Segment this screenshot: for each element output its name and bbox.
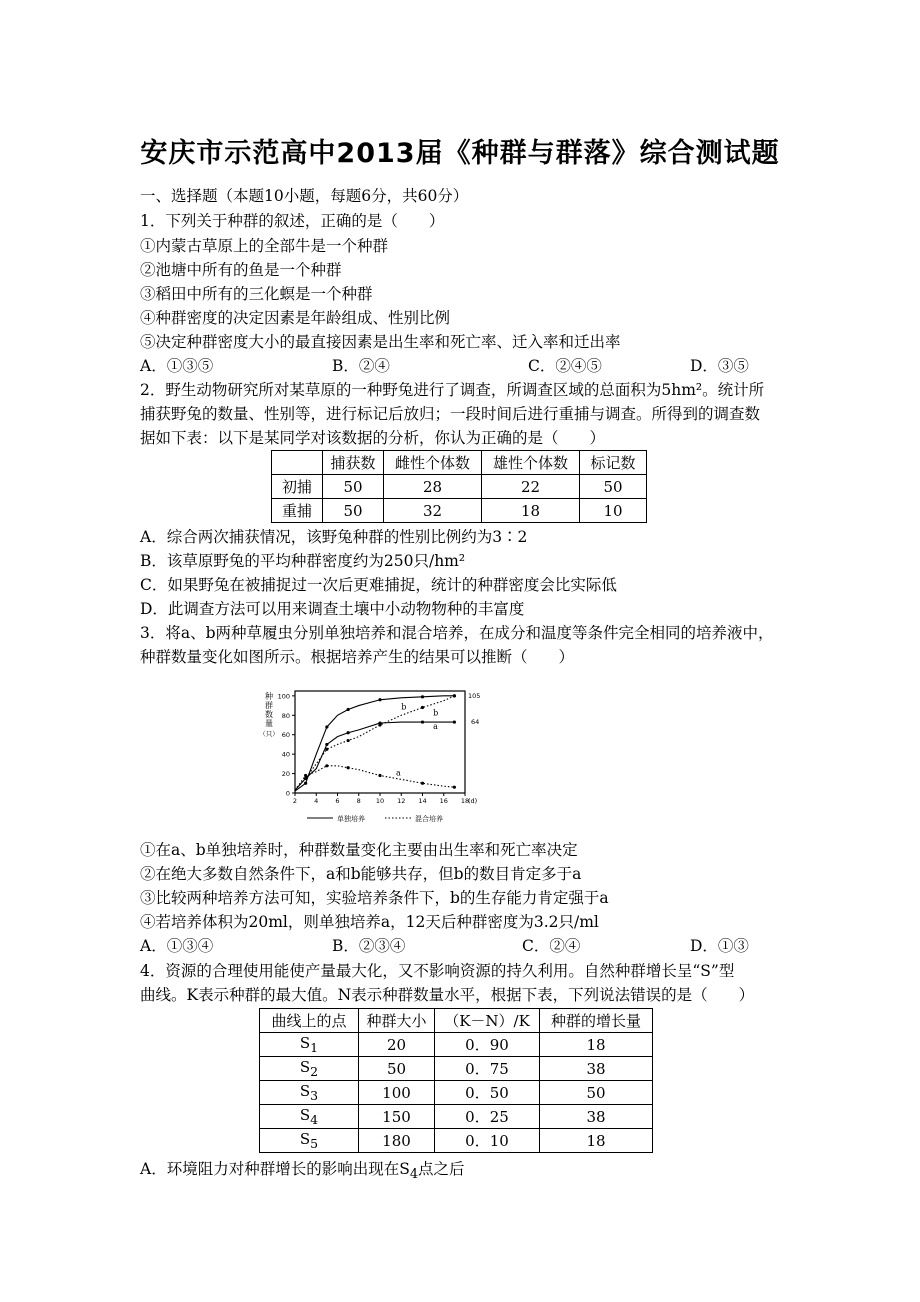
data-point xyxy=(325,748,328,751)
x-tick-label: 2 xyxy=(292,797,298,805)
table-row xyxy=(260,1033,653,1057)
x-tick-label: 12 xyxy=(397,797,406,805)
y-axis-label: 数 xyxy=(265,710,273,719)
table-cell: 10 xyxy=(580,499,647,523)
point-label: S xyxy=(299,1058,311,1076)
data-point xyxy=(325,764,328,767)
q1-item: ⑤决定种群密度大小的最直接因素是出生率和死亡率、迁入率和迁出率 xyxy=(140,333,621,351)
data-point xyxy=(347,708,350,711)
legend-text: 单独培养 xyxy=(337,815,365,823)
y-tick-label: 0 xyxy=(285,789,290,798)
q2-table xyxy=(271,450,647,523)
table-cell: 28 xyxy=(384,475,482,499)
q2-option-a: A．综合两次捕获情况，该野兔种群的性别比例约为3∶2 xyxy=(140,528,528,546)
y-tick-label: 60 xyxy=(281,731,290,740)
y-tick-label: 40 xyxy=(281,750,290,759)
q1-stem: 1．下列关于种群的叙述，正确的是（ ） xyxy=(140,212,445,230)
table-cell xyxy=(260,1081,359,1105)
point-subscript: 4 xyxy=(409,1167,419,1183)
table-cell: 18 xyxy=(540,1129,653,1153)
point-subscript: 5 xyxy=(310,1136,319,1151)
q4-option-a xyxy=(140,1159,465,1185)
table-cell: 初捕 xyxy=(272,475,323,499)
q2-option-c: C．如果野兔在被捕捉过一次后更难捕捉，统计的种群密度会比实际低 xyxy=(140,576,617,594)
table-cell: 重捕 xyxy=(272,499,323,523)
data-point xyxy=(347,731,350,734)
table-cell xyxy=(260,1129,359,1153)
q1-item: ②池塘中所有的鱼是一个种群 xyxy=(140,261,342,279)
q1-item: ③稻田中所有的三化螟是一个种群 xyxy=(140,285,373,303)
q3-item: ④若培养体积为20ml，则单独培养a，12天后种群密度为3.2只/ml xyxy=(140,913,599,931)
legend-text: 混合培养 xyxy=(415,815,443,823)
x-unit-label: (d) xyxy=(468,797,478,805)
q3-stem-line: 3．将a、b两种草履虫分别单独培养和混合培养，在成分和温度等条件完全相同的培养液中， xyxy=(140,624,774,642)
table-cell xyxy=(260,1105,359,1129)
q2-stem-line: 据如下表：以下是某同学对该数据的分析，你认为正确的是（ ） xyxy=(140,429,606,447)
q1-option-a: A．①③⑤ xyxy=(140,357,214,375)
data-point xyxy=(304,782,307,785)
table-cell: 50 xyxy=(359,1057,435,1081)
table-row xyxy=(260,1057,653,1081)
data-point xyxy=(453,694,456,697)
series-label: a xyxy=(433,721,438,731)
x-tick-label: 18 xyxy=(460,797,470,805)
q2-option-d: D．此调查方法可以用来调查土壤中小动物物种的丰富度 xyxy=(140,600,525,618)
table-cell: 100 xyxy=(359,1081,435,1105)
data-point xyxy=(304,777,307,780)
table-cell: 0．25 xyxy=(435,1105,540,1129)
data-point xyxy=(421,695,424,698)
table-cell: 38 xyxy=(540,1057,653,1081)
table-cell xyxy=(260,1057,359,1081)
x-tick-label: 10 xyxy=(375,797,385,805)
table-cell: 50 xyxy=(323,475,384,499)
q3-option-b: B．②③④ xyxy=(332,937,406,955)
point-label: S xyxy=(299,1082,311,1100)
series-line xyxy=(295,696,454,791)
data-point xyxy=(347,766,350,769)
table-cell: 50 xyxy=(323,499,384,523)
q2-stem-line: 2．野生动物研究所对某草原的一种野兔进行了调查，所调查区域的总面积为5hm²。统计所 xyxy=(140,381,765,399)
table-cell: 0．90 xyxy=(435,1033,540,1057)
point-label: S xyxy=(299,1034,311,1052)
table-header-cell: 雌性个体数 xyxy=(384,451,482,475)
point-label: S xyxy=(299,1130,311,1148)
series-line xyxy=(295,696,454,790)
data-point xyxy=(421,720,424,723)
q2-option-b: B．该草原野兔的平均种群密度约为250只/hm² xyxy=(140,552,466,570)
q3-stem-line: 种群数量变化如图所示。根据培养产生的结果可以推断（ ） xyxy=(140,648,575,666)
table-cell xyxy=(260,1033,359,1057)
data-point xyxy=(453,786,456,789)
table-cell: 38 xyxy=(540,1105,653,1129)
series-line xyxy=(295,722,454,790)
point-subscript: 2 xyxy=(310,1064,319,1079)
table-cell: 22 xyxy=(482,475,580,499)
x-tick-label: 14 xyxy=(418,797,427,805)
table-header-cell: 种群的增长量 xyxy=(540,1009,653,1033)
table-cell: 20 xyxy=(359,1033,435,1057)
x-tick-label: 16 xyxy=(439,797,448,805)
x-tick-label: 6 xyxy=(335,797,340,805)
table-cell: 0．10 xyxy=(435,1129,540,1153)
data-point xyxy=(378,698,381,701)
table-row xyxy=(272,475,647,499)
table-cell: 180 xyxy=(359,1129,435,1153)
y-axis-label: （只） xyxy=(259,730,279,738)
option-text: 点之后 xyxy=(418,1160,465,1178)
data-point xyxy=(325,725,328,728)
q3-item: ②在绝大多数自然条件下，a和b能够共存，但b的数目肯定多于a xyxy=(140,865,582,883)
q2-stem-line: 捕获野兔的数量、性别等，进行标记后放归；一段时间后进行重捕与调查。所得到的调查数 xyxy=(140,405,761,423)
option-text: A．环境阻力对种群增长的影响出现在S xyxy=(140,1160,410,1178)
table-row xyxy=(272,451,647,475)
q4-stem-line: 4．资源的合理使用能使产量最大化，又不影响资源的持久利用。自然种群增长呈“S”型 xyxy=(140,962,735,980)
q1-option-b: B．②④ xyxy=(332,357,390,375)
table-cell: 0．75 xyxy=(435,1057,540,1081)
y-tick-label: 80 xyxy=(281,711,290,720)
table-header-cell: 捕获数 xyxy=(323,451,384,475)
point-subscript: 4 xyxy=(310,1112,319,1127)
table-cell: 18 xyxy=(540,1033,653,1057)
x-tick-label: 4 xyxy=(314,797,319,805)
point-label: S xyxy=(299,1106,311,1124)
table-cell: 32 xyxy=(384,499,482,523)
q3-option-a: A．①③④ xyxy=(140,937,214,955)
table-header-cell: （K－N）/K xyxy=(435,1009,540,1033)
table-cell: 0．50 xyxy=(435,1081,540,1105)
table-row xyxy=(260,1081,653,1105)
right-end-label: 64 xyxy=(471,718,480,727)
q3-option-c: C．②④ xyxy=(522,937,581,955)
data-point xyxy=(304,774,307,777)
table-cell: 50 xyxy=(540,1081,653,1105)
table-cell: 150 xyxy=(359,1105,435,1129)
q3-option-d: D．①③ xyxy=(690,937,749,955)
section-heading: 一、选择题（本题10小题，每题6分，共60分） xyxy=(140,187,469,205)
table-header-cell: 种群大小 xyxy=(359,1009,435,1033)
right-end-label: 105 xyxy=(468,691,481,700)
data-point xyxy=(378,774,381,777)
y-axis-label: 种 xyxy=(265,692,273,701)
table-cell: 18 xyxy=(482,499,580,523)
series-label: b xyxy=(401,702,407,712)
table-row xyxy=(260,1105,653,1129)
q1-option-d: D．③⑤ xyxy=(690,357,749,375)
table-row xyxy=(260,1009,653,1033)
series-label: a xyxy=(395,768,401,778)
table-row xyxy=(260,1129,653,1153)
data-point xyxy=(421,706,424,709)
y-axis-label: 量 xyxy=(265,719,273,728)
y-axis-label: 群 xyxy=(265,701,273,710)
data-point xyxy=(325,743,328,746)
table-cell: 50 xyxy=(580,475,647,499)
q1-item: ④种群密度的决定因素是年龄组成、性别比例 xyxy=(140,309,451,327)
q3-item: ①在a、b单独培养时，种群数量变化主要由出生率和死亡率决定 xyxy=(140,841,578,859)
point-subscript: 1 xyxy=(310,1040,319,1055)
q4-table xyxy=(259,1008,653,1153)
page-title: 安庆市示范高中2013届《种群与群落》综合测试题 xyxy=(140,138,780,169)
data-point xyxy=(347,739,350,742)
population-chart xyxy=(255,683,495,828)
data-point xyxy=(453,720,456,723)
table-header-cell: 标记数 xyxy=(580,451,647,475)
table-row xyxy=(272,499,647,523)
y-tick-label: 20 xyxy=(281,770,290,779)
point-subscript: 3 xyxy=(310,1088,319,1103)
series-line xyxy=(295,766,454,790)
x-tick-label: 8 xyxy=(356,797,361,805)
data-point xyxy=(378,723,381,726)
q1-option-c: C．②④⑤ xyxy=(528,357,602,375)
q4-stem-line: 曲线。K表示种群的最大值。N表示种群数量水平，根据下表，下列说法错误的是（ ） xyxy=(140,986,755,1004)
q1-item: ①内蒙古草原上的全部牛是一个种群 xyxy=(140,237,389,255)
table-header-cell: 曲线上的点 xyxy=(260,1009,359,1033)
series-label: b xyxy=(433,708,439,718)
y-tick-label: 100 xyxy=(277,692,290,701)
data-point xyxy=(421,782,424,785)
table-header-cell xyxy=(272,451,323,475)
q3-item: ③比较两种培养方法可知，实验培养条件下，b的生存能力肯定强于a xyxy=(140,889,609,907)
table-header-cell: 雄性个体数 xyxy=(482,451,580,475)
